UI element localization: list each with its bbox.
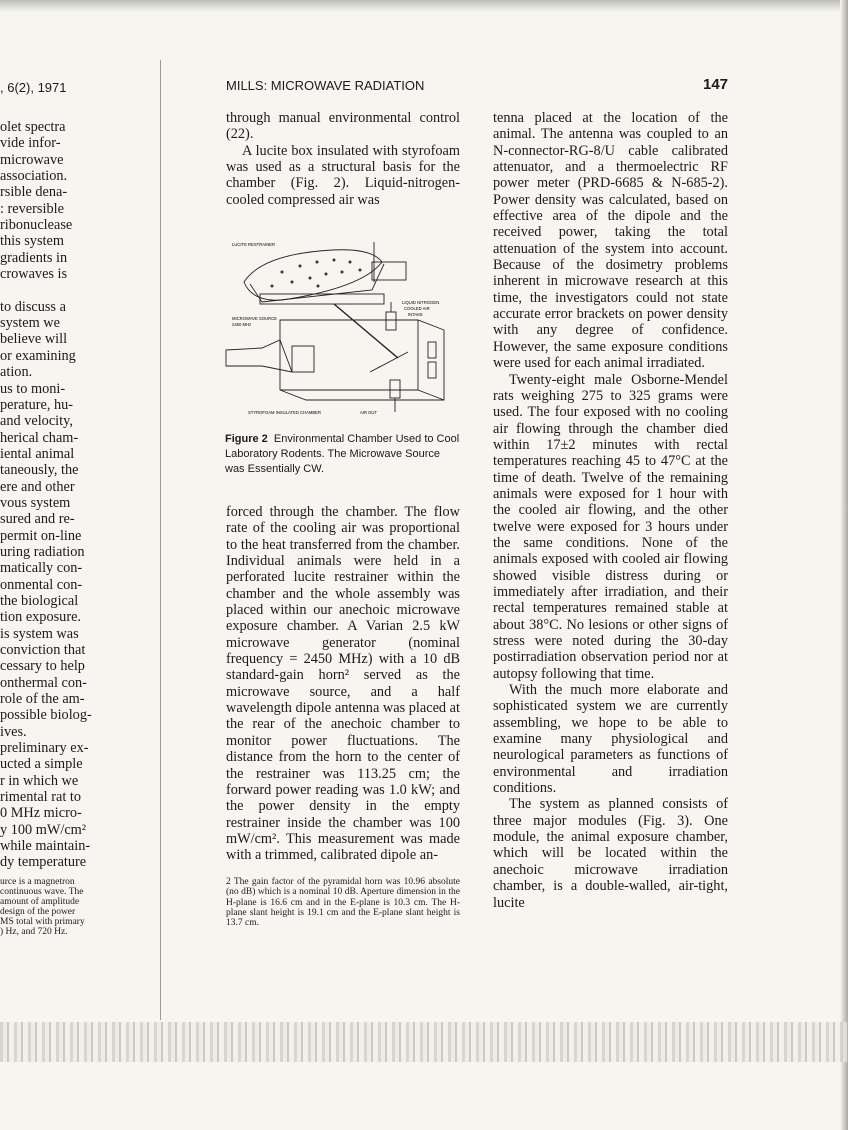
left-fragment-line: ation.	[0, 364, 33, 381]
gutter-line	[160, 60, 161, 1020]
col3-paragraph-2: Twenty-eight male Osborne-Mendel rats weighing 275 to 325 grams were used. The four exposed with no cooling air flowing through the chamber died within 17±2 minutes with rectal temperatures reaching 45 to 47°C at the time of death. Twelve of the remaining animals were exposed for 1 hour with the cooled air flowing, and the other twelve were exposed for 3 hours under the same conditions. None of the animals exposed with cooled air flowing showed visible distress during or immediately after irradiation, and their rectal temperatures remained stable at about 38°C. No lesions or other signs of stress were noted during the 30-day postirradiation observation period nor at autopsy following that time.	[493, 371, 728, 682]
col2-paragraph-1: through manual environmental control (22).	[226, 110, 460, 143]
left-footnote-fragments	[0, 877, 130, 937]
left-fragment-line: possible biolog-	[0, 707, 92, 724]
journal-fragment: , 6(2), 1971	[0, 80, 67, 95]
left-footnote-line: MS total with primary	[0, 917, 85, 927]
left-fragment-line: iental animal	[0, 445, 75, 462]
left-fragment-line: gradients in	[0, 249, 68, 266]
scan-right-edge	[840, 0, 848, 1130]
left-fragment-line: system we	[0, 315, 60, 332]
left-fragment-line: crowaves is	[0, 266, 68, 283]
left-fragment-line: preliminary ex-	[0, 740, 89, 757]
left-fragment-line: or examining	[0, 347, 76, 364]
left-fragment-line: dy temperature	[0, 854, 87, 871]
left-fragment-line: microwave	[0, 151, 64, 168]
scan-bottom-noise	[0, 1022, 848, 1062]
left-fragment-line: tion exposure.	[0, 609, 81, 626]
restrainer-shape	[244, 250, 382, 300]
left-fragment-line: rimental rat to	[0, 789, 81, 806]
label-styrofoam: STYROFOAM INSULATED CHAMBER	[248, 410, 321, 415]
left-fragment-line: olet spectra	[0, 119, 66, 135]
left-fragment-line: cessary to help	[0, 658, 85, 675]
left-fragment-line: : reversible	[0, 200, 64, 217]
label-intake: INTAKE	[408, 312, 423, 317]
left-fragment-line: us to moni-	[0, 380, 66, 397]
label-freq: 2450 MHz	[232, 322, 252, 327]
left-fragment-line: role of the am-	[0, 691, 85, 708]
left-footnote-line: amount of amplitude	[0, 897, 80, 907]
left-fragment-line: y 100 mW/cm²	[0, 821, 87, 838]
left-fragment-line: conviction that	[0, 642, 86, 658]
left-footnote-line: design of the power	[0, 907, 76, 917]
running-title: MILLS: MICROWAVE RADIATION	[226, 78, 425, 93]
left-fragment-line	[0, 282, 130, 298]
col3-paragraph-3: With the much more elaborate and sophisticated system we are currently assembling, we hope to be able to examine many physiological and neurological parameters as functions of environmental and irradiation conditions.	[493, 682, 728, 797]
left-fragment-line: perature, hu-	[0, 396, 74, 413]
left-footnote-line: urce is a magnetron	[0, 877, 75, 887]
column-2-top	[226, 110, 460, 208]
left-footnote-line: ) Hz, and 720 Hz.	[0, 927, 68, 937]
left-fragment-line: the biological	[0, 592, 79, 609]
left-fragment-line: believe will	[0, 331, 68, 348]
left-fragment-line: taneously, the	[0, 462, 79, 479]
col3-paragraph-1: tenna placed at the location of the animal. The antenna was coupled to an N-connector-RG-8/U cable calibrated attenuator, and a thermoelectric RF power meter (PRD-6685 & N-685-2). Power density was calculated, based on effective area of the dipole and the received power, taking the total attenuation of the system into account. Because of the dosimetry problems inherent in microwave research at this time, the investigators could not state accurate error brackets on power density with any degree of confidence. However, the same exposure conditions were used for each animal irradiated.	[493, 110, 728, 372]
page-number: 147	[703, 76, 729, 93]
left-fragment-line: r in which we	[0, 772, 79, 789]
left-fragment-line: is system was	[0, 625, 79, 642]
left-page-fragments	[0, 119, 130, 871]
col2-paragraph-3: forced through the chamber. The flow rate of the cooling air was proportional to the heat transferred from the chamber. Individual animals were held in a perforated lucite restrainer within the chamber and the whole assembly was placed within our anechoic microwave exposure chamber. A Varian 2.5 kW microwave generator (nominal frequency = 2450 MHz) with a 10 dB standard-gain horn² served as the microwave source, and a half wavelength dipole antenna was placed at the rear of the anechoic chamber to monitor power fluctuations. The distance from the horn to the center of the restrainer was 113.25 cm; the forward power reading was 1.0 kW; and the power density in the empty restrainer inside the chamber was 100 mW/cm². This measurement was made with a trimmed, calibrated dipole an-	[226, 504, 460, 864]
column-3	[493, 110, 728, 911]
left-fragment-line: onthermal con-	[0, 674, 87, 691]
label-nitrogen: LIQUID NITROGEN	[402, 300, 440, 305]
left-fragment-line: matically con-	[0, 560, 83, 577]
col2-paragraph-2: A lucite box insulated with styrofoam was used as a structural basis for the chamber (Fig. 2). Liquid-nitrogen-cooled compressed air was	[226, 142, 460, 208]
col3-paragraph-4: The system as planned consists of three major modules (Fig. 3). One module, the animal exposure chamber, which will be located within the anechoic microwave irradiation chamber, is a double-walled, air-tight, lucite	[493, 796, 728, 911]
left-fragment-line: this system	[0, 233, 64, 250]
caption-label: Figure 2	[225, 433, 268, 445]
left-fragment-line: ucted a simple	[0, 756, 83, 773]
left-fragment-line: ere and other	[0, 478, 75, 495]
caption-text: Environmental Chamber Used to Cool Laboratory Rodents. The Microwave Source was Essentially CW.	[225, 433, 460, 475]
left-fragment-line: uring radiation	[0, 543, 85, 560]
left-fragment-line: ribonuclease	[0, 217, 73, 234]
left-fragment-line: 0 MHz micro-	[0, 805, 82, 822]
left-fragment-line: rsible dena-	[0, 184, 68, 201]
footnote-2: 2 The gain factor of the pyramidal horn was 10.96 absolute (no dB) which is a nominal 10 dB. Aperture dimension in the H-plane is 16.6 cm and in the E-plane is 10.3 cm. The H-plane slant height is 19.1 cm and the E-plane slant height is 13.7 cm.	[226, 877, 460, 929]
left-fragment-line: and velocity,	[0, 413, 73, 430]
label-airout: AIR OUT	[360, 410, 377, 415]
left-footnote-line: continuous wave. The	[0, 887, 84, 897]
column-2-lower	[226, 504, 460, 864]
figure-2-caption	[225, 432, 461, 477]
figure-2-chamber-diagram	[222, 232, 468, 422]
label-cooled: COOLED AIR	[404, 306, 430, 311]
left-fragment-line: onmental con-	[0, 576, 83, 593]
left-fragment-line: vide infor-	[0, 135, 61, 152]
scan-top-edge	[0, 0, 848, 12]
left-fragment-line: ives.	[0, 723, 27, 740]
label-source: MICROWAVE SOURCE	[232, 316, 277, 321]
label-restrainer: LUCITE RESTRAINER	[232, 242, 276, 247]
left-fragment-line: sured and re-	[0, 511, 75, 528]
left-fragment-line: association.	[0, 168, 68, 185]
left-fragment-line: herical cham-	[0, 429, 79, 446]
left-fragment-line: while maintain-	[0, 838, 91, 855]
left-fragment-line: to discuss a	[0, 298, 66, 315]
left-fragment-line: vous system	[0, 494, 71, 511]
left-fragment-line: permit on-line	[0, 527, 82, 544]
